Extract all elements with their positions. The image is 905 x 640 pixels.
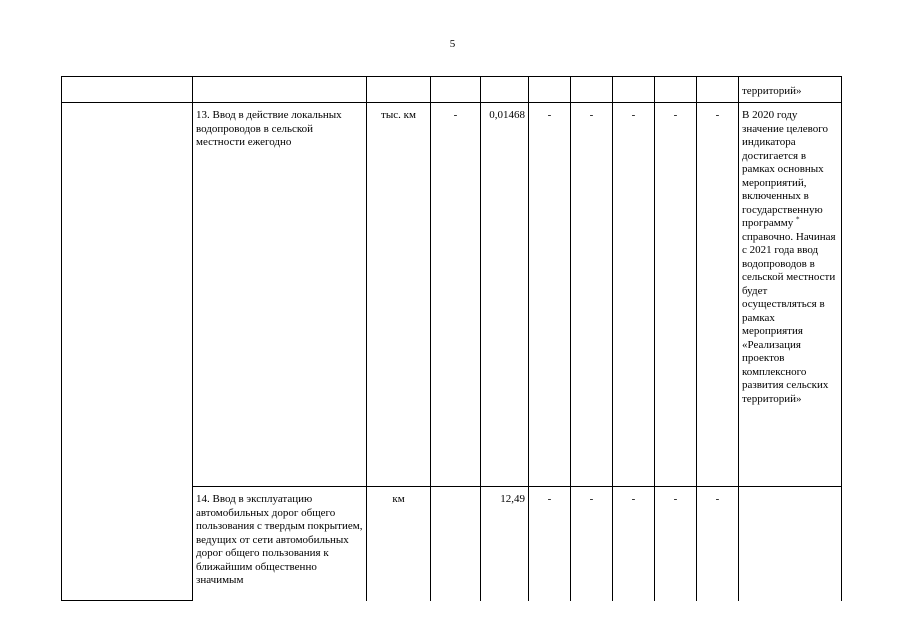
value-cell bbox=[697, 103, 739, 487]
note-cell bbox=[739, 487, 842, 601]
value-cell bbox=[697, 487, 739, 601]
indicator-name: 14. Ввод в эксплуатацию автомобильных дорог общего пользования с твердым покрытием, ведущих от сети автомобильных дорог общего пользования к ближайшим общественно значимым bbox=[196, 493, 363, 586]
value-cell bbox=[529, 103, 571, 487]
value-cell bbox=[613, 487, 655, 601]
unit-text: тыс. км bbox=[381, 109, 416, 121]
table-cell bbox=[697, 77, 739, 103]
value-text: - bbox=[715, 493, 720, 505]
note-text: В 2020 году значение целевого индикатора достигается в рамках основных мероприятий, включенных в государственную программу bbox=[742, 109, 828, 229]
unit-cell bbox=[367, 487, 431, 601]
unit-text: км bbox=[392, 493, 405, 505]
note-cell bbox=[739, 103, 842, 487]
table-cell bbox=[571, 77, 613, 103]
value-text: 0,01468 bbox=[489, 109, 525, 121]
table-cell bbox=[655, 77, 697, 103]
value-text: - bbox=[631, 109, 636, 121]
note-cell bbox=[739, 77, 842, 103]
value-text: - bbox=[715, 109, 720, 121]
indicator-name-cell bbox=[193, 103, 367, 487]
value-text: 12,49 bbox=[500, 493, 525, 505]
unit-cell bbox=[367, 103, 431, 487]
value-cell bbox=[481, 487, 529, 601]
indicator-name-cell bbox=[193, 487, 367, 601]
table-cell bbox=[62, 77, 193, 103]
footnote-mark: * bbox=[795, 215, 800, 224]
table-row bbox=[62, 103, 842, 487]
value-cell bbox=[431, 487, 481, 601]
table-cell bbox=[193, 77, 367, 103]
value-cell bbox=[613, 103, 655, 487]
note-text: территорий» bbox=[742, 84, 802, 97]
value-cell bbox=[655, 103, 697, 487]
value-cell bbox=[571, 487, 613, 601]
table-cell bbox=[481, 77, 529, 103]
value-cell bbox=[571, 103, 613, 487]
table-cell bbox=[613, 77, 655, 103]
table-row bbox=[62, 77, 842, 103]
value-cell bbox=[655, 487, 697, 601]
value-text: - bbox=[589, 109, 594, 121]
table-cell bbox=[431, 77, 481, 103]
value-text: - bbox=[453, 109, 458, 121]
value-text: - bbox=[631, 493, 636, 505]
indicator-table bbox=[61, 76, 842, 601]
page-number: 5 bbox=[449, 38, 456, 50]
value-text: - bbox=[673, 493, 678, 505]
value-text: - bbox=[673, 109, 678, 121]
value-cell bbox=[481, 103, 529, 487]
value-cell bbox=[431, 103, 481, 487]
table-cell bbox=[529, 77, 571, 103]
value-text: - bbox=[547, 109, 552, 121]
table-cell bbox=[367, 77, 431, 103]
indicator-name: 13. Ввод в действие локальных водопроводов в сельской местности ежегодно bbox=[196, 109, 342, 148]
note-text-continued: справочно. Начиная с 2021 года ввод водопроводов в сельской местности будет осуществляться в рамках мероприятия «Реализация проектов комплексного развития сельских территорий» bbox=[742, 230, 836, 405]
value-text: - bbox=[547, 493, 552, 505]
value-cell bbox=[529, 487, 571, 601]
value-text: - bbox=[589, 493, 594, 505]
table-cell bbox=[62, 103, 193, 601]
